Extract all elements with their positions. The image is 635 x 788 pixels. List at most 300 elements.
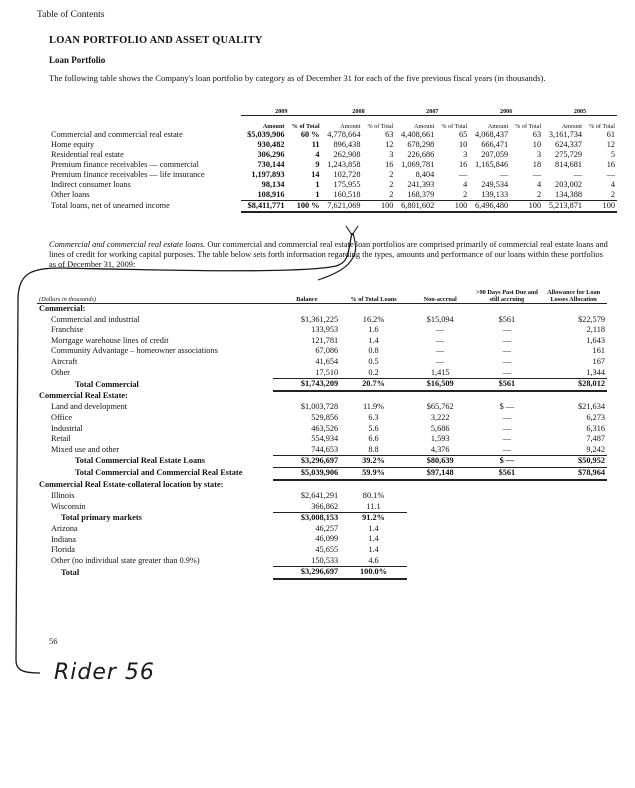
cell-value: — bbox=[436, 335, 445, 345]
cell-value bbox=[540, 502, 607, 513]
cell-value: 59.9% bbox=[340, 467, 407, 479]
nonaccrual-header: Non-accrual bbox=[407, 273, 474, 304]
cell-value: 160,518 bbox=[333, 190, 361, 199]
subsection-title: Loan Portfolio bbox=[49, 55, 106, 65]
cell-value: 108,916 bbox=[257, 190, 285, 199]
cell-value bbox=[540, 545, 607, 556]
cell-value: 100 % bbox=[287, 201, 322, 213]
cell-value: 5.6 bbox=[368, 423, 379, 433]
row-label: Office bbox=[51, 413, 73, 423]
cell-value: $3,296,697 bbox=[273, 567, 340, 579]
cell-value: 134,388 bbox=[555, 190, 583, 199]
cell-value: 63 bbox=[385, 130, 394, 139]
cell-value: — bbox=[502, 434, 512, 444]
cell-value: 1,165,846 bbox=[474, 160, 509, 169]
cell-value: 133,953 bbox=[311, 325, 339, 335]
cell-value bbox=[474, 545, 541, 556]
table-row bbox=[37, 368, 607, 379]
pct-header: % of Total bbox=[291, 122, 320, 130]
blank-cell bbox=[273, 391, 340, 403]
cell-value: 41,654 bbox=[315, 356, 339, 366]
cell-value: 102,728 bbox=[333, 170, 361, 179]
row-label: Residential real estate bbox=[51, 150, 124, 159]
balance-header: Balance bbox=[273, 273, 340, 304]
cell-value: $50,952 bbox=[540, 456, 607, 468]
units-header: (Dollars in thousands) bbox=[37, 273, 273, 304]
cell-value: 1,344 bbox=[586, 367, 605, 377]
cell-value: 744,653 bbox=[311, 444, 339, 454]
cell-value: 4 bbox=[315, 150, 320, 159]
table-row bbox=[37, 534, 607, 545]
cell-value: 80.1% bbox=[362, 491, 385, 501]
pct-header: % of Total bbox=[441, 122, 468, 130]
cell-value: — bbox=[458, 170, 468, 179]
cell-value bbox=[407, 534, 474, 545]
cell-value: $80,639 bbox=[407, 456, 474, 468]
cell-value: 100 bbox=[436, 201, 469, 213]
row-label: Total bbox=[61, 567, 80, 577]
cell-value: 366,862 bbox=[311, 501, 339, 511]
cell-value: — bbox=[502, 444, 512, 454]
row-label: Other bbox=[51, 367, 70, 377]
cell-value: 1 bbox=[315, 180, 320, 189]
blank-cell bbox=[407, 391, 474, 403]
cell-value: 11.1 bbox=[366, 501, 381, 511]
cell-value: 3,161,734 bbox=[548, 130, 583, 139]
section-heading-row bbox=[37, 480, 607, 492]
cell-value: — bbox=[502, 335, 512, 345]
cell-value: 16 bbox=[606, 160, 615, 169]
page-number: 56 bbox=[49, 636, 58, 646]
blank-cell bbox=[407, 480, 474, 492]
cell-value: 12 bbox=[385, 140, 394, 149]
cell-value: 9,242 bbox=[586, 444, 605, 454]
cell-value bbox=[540, 513, 607, 524]
cell-value: 4.6 bbox=[368, 555, 379, 565]
row-label: Home equity bbox=[51, 140, 95, 149]
cell-value: 121,781 bbox=[311, 335, 339, 345]
blank-cell bbox=[49, 116, 241, 131]
cell-value: 1.6 bbox=[368, 325, 379, 335]
cell-value: 1.4 bbox=[368, 545, 379, 555]
row-label: Total primary markets bbox=[61, 513, 142, 523]
cell-value: 4 bbox=[463, 180, 468, 189]
cell-value: 2 bbox=[389, 170, 394, 179]
cell-value: 98,134 bbox=[261, 180, 285, 189]
pastdue-header: >90 Days Past Due and still accruing bbox=[474, 273, 541, 304]
cell-value: 0.8 bbox=[368, 346, 379, 356]
cell-value: 207,059 bbox=[481, 150, 509, 159]
intro-paragraph: The following table shows the Company's loan portfolio by category as of December 31 for each of the five previous fiscal years (in thousands). bbox=[49, 73, 546, 83]
section-heading: Commercial Real Estate: bbox=[39, 391, 128, 401]
section-heading: Commercial Real Estate-collateral location by state: bbox=[39, 480, 224, 490]
table-row bbox=[37, 467, 607, 479]
cell-value: 3,222 bbox=[430, 412, 450, 422]
section-heading-row bbox=[37, 391, 607, 403]
cell-value: 4 bbox=[536, 180, 542, 189]
cell-value: 175,955 bbox=[333, 180, 361, 189]
cell-value: 6,316 bbox=[586, 423, 605, 433]
cell-value: $16,509 bbox=[407, 379, 474, 391]
cell-value: — bbox=[502, 346, 512, 356]
cell-value: 18 bbox=[532, 160, 542, 169]
loan-portfolio-table bbox=[49, 108, 617, 213]
cell-value: 150,533 bbox=[311, 555, 339, 565]
row-label: Commercial and industrial bbox=[51, 314, 140, 324]
cell-value: $78,964 bbox=[540, 467, 607, 479]
row-label: Wisconsin bbox=[51, 502, 86, 512]
cell-value: 17,510 bbox=[315, 367, 339, 377]
row-label: Mixed use and other bbox=[51, 445, 119, 455]
cell-value: $5,039,906 bbox=[273, 467, 340, 479]
cell-value: 14 bbox=[311, 170, 320, 179]
cell-value: 5,686 bbox=[430, 423, 450, 433]
cell-value: 1.4 bbox=[368, 335, 379, 345]
amount-header: Amount bbox=[487, 122, 509, 130]
cell-value: 2 bbox=[463, 190, 468, 199]
cell-value: 262,908 bbox=[333, 150, 361, 159]
cell-value bbox=[474, 502, 541, 513]
cell-value: 6,801,602 bbox=[395, 201, 436, 213]
cell-value bbox=[407, 524, 474, 535]
cell-value: 5,213,871 bbox=[543, 201, 584, 213]
cell-value: 100 bbox=[510, 201, 543, 213]
cell-value: 65 bbox=[458, 130, 468, 139]
cell-value: 100.0% bbox=[340, 567, 407, 579]
cell-value bbox=[407, 502, 474, 513]
cell-value bbox=[407, 545, 474, 556]
year-header: 2005 bbox=[543, 108, 617, 116]
commercial-loans-table bbox=[37, 273, 607, 580]
section-heading: Commercial: bbox=[39, 304, 86, 314]
cell-value: 168,379 bbox=[407, 190, 435, 199]
row-label: Premium finance receivables — life insurance bbox=[51, 170, 205, 179]
blank-cell bbox=[340, 480, 407, 492]
cell-value: 463,526 bbox=[311, 423, 339, 433]
cell-value: $561 bbox=[474, 467, 541, 479]
amount-header: Amount bbox=[561, 122, 583, 130]
cell-value: 6.6 bbox=[368, 434, 379, 444]
cell-value: — bbox=[502, 356, 512, 366]
table-row bbox=[37, 434, 607, 445]
table-row bbox=[49, 201, 617, 213]
cell-value: 203,002 bbox=[555, 180, 583, 189]
table-row bbox=[49, 190, 617, 201]
cell-value: 2,118 bbox=[586, 325, 605, 335]
cell-value: — bbox=[502, 423, 512, 433]
row-label: Retail bbox=[51, 434, 71, 444]
allowance-header: Allowance for Loan Losses Allocation bbox=[540, 273, 607, 304]
cell-value: $ — bbox=[499, 402, 515, 412]
row-label: Industrial bbox=[51, 423, 83, 433]
cell-value: — bbox=[436, 325, 445, 335]
table-row bbox=[37, 445, 607, 456]
row-label: Franchise bbox=[51, 325, 84, 335]
cell-value: 8,404 bbox=[415, 170, 435, 179]
cell-value: 39.2% bbox=[340, 456, 407, 468]
blank-cell bbox=[49, 108, 241, 116]
cell-value: 7,487 bbox=[586, 434, 605, 444]
pct-header: % of Total bbox=[515, 122, 542, 130]
cell-value bbox=[407, 513, 474, 524]
cell-value: — bbox=[502, 412, 512, 422]
table-row bbox=[37, 545, 607, 556]
cell-value: 46,257 bbox=[315, 523, 339, 533]
cell-value: 6,496,480 bbox=[469, 201, 510, 213]
row-label: Other (no individual state greater than 0.9%) bbox=[51, 556, 200, 565]
cell-value: $3,296,697 bbox=[273, 456, 340, 468]
cell-value: 1,415 bbox=[430, 367, 450, 377]
table-row bbox=[37, 491, 607, 502]
cell-value: 12 bbox=[606, 140, 615, 149]
cell-value bbox=[540, 556, 607, 567]
toc-link[interactable]: Table of Contents bbox=[37, 10, 105, 20]
cell-value: 666,471 bbox=[481, 140, 509, 149]
row-label: Illinois bbox=[51, 491, 75, 501]
cell-value: 4 bbox=[610, 180, 615, 189]
table-row bbox=[37, 379, 607, 391]
blank-cell bbox=[474, 480, 541, 492]
cell-value: 1,197,893 bbox=[251, 170, 285, 179]
cell-value: $2,641,291 bbox=[300, 491, 339, 501]
cell-value: $ — bbox=[474, 456, 541, 468]
table-row bbox=[37, 325, 607, 336]
cell-value: — bbox=[502, 367, 512, 377]
cell-value: 1,069,781 bbox=[401, 160, 435, 169]
year-header: 2006 bbox=[469, 108, 543, 116]
blank-cell bbox=[340, 391, 407, 403]
year-header-row bbox=[49, 108, 617, 116]
row-label: Indirect consumer loans bbox=[51, 180, 131, 189]
cell-value: $21,634 bbox=[578, 402, 605, 412]
cell-value: 1,593 bbox=[430, 434, 450, 444]
cell-value: 139,133 bbox=[481, 190, 509, 199]
cell-value: 0.2 bbox=[368, 367, 379, 377]
cell-value: 3 bbox=[463, 150, 468, 159]
cell-value: 60 % bbox=[300, 130, 320, 139]
table-row bbox=[37, 502, 607, 513]
cell-value: 11.9% bbox=[362, 402, 385, 412]
cell-value: 896,438 bbox=[333, 140, 361, 149]
cell-value: 2 bbox=[389, 190, 394, 199]
cell-value: 226,686 bbox=[407, 150, 435, 159]
note-lead: Commercial and commercial real estate loans. bbox=[49, 240, 206, 249]
cell-value bbox=[407, 491, 474, 502]
table-row bbox=[37, 513, 607, 524]
pct-header: % of Total Loans bbox=[340, 273, 407, 304]
amount-header: Amount bbox=[414, 122, 435, 130]
cell-value: 4,376 bbox=[430, 444, 450, 454]
blank-cell bbox=[340, 304, 407, 315]
row-label: Aircraft bbox=[51, 357, 78, 367]
row-label: Arizona bbox=[51, 523, 78, 533]
row-label: Indiana bbox=[51, 534, 76, 544]
cell-value bbox=[474, 567, 541, 579]
cell-value: 67,086 bbox=[315, 346, 339, 356]
blank-cell bbox=[540, 480, 607, 492]
cell-value bbox=[540, 491, 607, 502]
cell-value: — bbox=[502, 325, 512, 335]
cell-value: $65,762 bbox=[426, 402, 454, 412]
row-label: Total loans, net of unearned income bbox=[51, 201, 170, 211]
table-row bbox=[49, 160, 617, 170]
cell-value: 730,144 bbox=[257, 160, 285, 169]
cell-value: — bbox=[573, 170, 583, 179]
table-row bbox=[37, 346, 607, 357]
row-label: Land and development bbox=[51, 402, 128, 412]
cell-value: 3 bbox=[536, 150, 542, 159]
cell-value: 4,778,664 bbox=[327, 130, 361, 139]
cell-value: 16.2% bbox=[362, 314, 385, 324]
blank-cell bbox=[474, 304, 541, 315]
cell-value: 8.8 bbox=[368, 444, 379, 454]
cell-value: 45,655 bbox=[315, 545, 339, 555]
cell-value: 678,298 bbox=[407, 140, 435, 149]
row-label: Premium finance receivables — commercial bbox=[51, 160, 199, 169]
cell-value: $1,003,728 bbox=[300, 402, 339, 412]
cell-value: — bbox=[436, 346, 445, 356]
table-row bbox=[49, 140, 617, 150]
cell-value: 10 bbox=[458, 140, 468, 149]
cell-value: 275,729 bbox=[555, 150, 583, 159]
table-row bbox=[37, 424, 607, 435]
table-row bbox=[37, 556, 607, 567]
cell-value: 1,243,858 bbox=[327, 160, 361, 169]
cell-value bbox=[474, 491, 541, 502]
table-row bbox=[49, 180, 617, 190]
row-label: Other loans bbox=[51, 190, 90, 200]
year-header: 2007 bbox=[395, 108, 469, 116]
blank-cell bbox=[474, 391, 541, 403]
blank-cell bbox=[407, 304, 474, 315]
cell-value: 161 bbox=[592, 346, 605, 356]
cell-value: 241,393 bbox=[407, 180, 435, 189]
cell-value bbox=[540, 534, 607, 545]
cell-value bbox=[474, 513, 541, 524]
cell-value: 814,681 bbox=[555, 160, 583, 169]
table-row bbox=[37, 357, 607, 368]
cell-value: 11 bbox=[311, 140, 320, 149]
cell-value bbox=[540, 524, 607, 535]
table-row bbox=[49, 150, 617, 160]
row-label: Mortgage warehouse lines of credit bbox=[51, 335, 169, 345]
cell-value: 930,482 bbox=[257, 140, 285, 149]
cell-value: 7,621,069 bbox=[322, 201, 363, 213]
cell-value: $561 bbox=[474, 379, 541, 391]
cell-value: 3 bbox=[389, 150, 394, 159]
cell-value: 20.7% bbox=[340, 379, 407, 391]
table-row bbox=[49, 130, 617, 140]
table-row bbox=[37, 524, 607, 535]
cell-value: 2 bbox=[610, 190, 615, 199]
cell-value: 16 bbox=[458, 160, 468, 169]
cell-value: $22,579 bbox=[578, 314, 605, 324]
cell-value: 6.3 bbox=[368, 412, 379, 422]
cell-value: 1,643 bbox=[586, 335, 605, 345]
table-row bbox=[37, 402, 607, 413]
cell-value: — bbox=[532, 170, 542, 179]
cell-value: — bbox=[499, 170, 509, 179]
pct-header: % of Total bbox=[367, 122, 394, 130]
cell-value: — bbox=[436, 356, 445, 366]
cell-value: $97,148 bbox=[407, 467, 474, 479]
table-row bbox=[37, 567, 607, 579]
section-heading-row bbox=[37, 304, 607, 315]
row-label: Total Commercial Real Estate Loans bbox=[75, 456, 205, 466]
section-title: LOAN PORTFOLIO AND ASSET QUALITY bbox=[49, 35, 263, 46]
blank-cell bbox=[540, 391, 607, 403]
blank-cell bbox=[273, 480, 340, 492]
blank-cell bbox=[273, 304, 340, 315]
cell-value: 4,068,437 bbox=[474, 130, 509, 139]
cell-value bbox=[407, 567, 474, 579]
row-label: Florida bbox=[51, 545, 75, 555]
cell-value: $28,012 bbox=[540, 379, 607, 391]
cell-value: — bbox=[606, 170, 615, 179]
cell-value bbox=[407, 556, 474, 567]
row-label: Commercial and commercial real estate bbox=[51, 130, 183, 139]
handwritten-rider-note: Rider 56 bbox=[54, 660, 155, 685]
blank-cell bbox=[540, 304, 607, 315]
cell-value: 249,534 bbox=[481, 180, 509, 189]
cell-value: $1,361,225 bbox=[300, 314, 339, 324]
cell-value: 5 bbox=[610, 150, 615, 159]
cell-value: 1.4 bbox=[368, 523, 379, 533]
cell-value: 9 bbox=[315, 160, 320, 169]
cell-value: 61 bbox=[606, 130, 615, 139]
amount-header: Amount bbox=[262, 122, 285, 130]
pct-header: % of Total bbox=[589, 122, 615, 130]
note-text: Our commercial and commercial real estate loan portfolios are comprised primarily of commercial real estate loans and lines of credit for working capital purposes. The table below sets forth information regarding the types, amounts and performance of our loans within these portfolios as of December 31, 2009: bbox=[49, 240, 608, 270]
note-paragraph bbox=[49, 240, 609, 271]
detail-header-row bbox=[37, 273, 607, 304]
cell-value: 1.4 bbox=[368, 534, 379, 544]
table-row bbox=[37, 336, 607, 347]
row-label: Community Advantage – homeowner associations bbox=[51, 346, 218, 356]
cell-value: $5,039,906 bbox=[247, 130, 285, 139]
amount-header: Amount bbox=[340, 122, 361, 130]
row-label: Total Commercial and Commercial Real Estate bbox=[75, 468, 243, 478]
cell-value: 63 bbox=[532, 130, 542, 139]
cell-value: 100 bbox=[362, 201, 395, 213]
cell-value: 554,934 bbox=[311, 434, 339, 444]
cell-value: $3,008,153 bbox=[273, 513, 340, 524]
cell-value: 529,856 bbox=[311, 412, 339, 422]
table-row bbox=[49, 170, 617, 180]
cell-value: 16 bbox=[385, 160, 394, 169]
cell-value: $8,411,771 bbox=[241, 201, 287, 213]
cell-value bbox=[474, 556, 541, 567]
column-header-row bbox=[49, 116, 617, 131]
cell-value: 0.5 bbox=[368, 356, 379, 366]
cell-value: 100 bbox=[584, 201, 617, 213]
cell-value: 10 bbox=[532, 140, 542, 149]
table-row bbox=[37, 315, 607, 326]
cell-value: $561 bbox=[498, 314, 516, 324]
cell-value: 4,408,661 bbox=[401, 130, 435, 139]
cell-value: 91.2% bbox=[340, 513, 407, 524]
cell-value: 6,273 bbox=[586, 412, 605, 422]
row-label: Total Commercial bbox=[75, 379, 139, 389]
cell-value: $15,094 bbox=[426, 314, 454, 324]
table-row bbox=[37, 456, 607, 468]
cell-value: 46,099 bbox=[315, 534, 339, 544]
cell-value: 2 bbox=[389, 180, 394, 189]
cell-value: 2 bbox=[536, 190, 542, 199]
cell-value: 1 bbox=[315, 190, 320, 199]
year-header: 2008 bbox=[322, 108, 396, 116]
cell-value: 167 bbox=[592, 356, 605, 366]
